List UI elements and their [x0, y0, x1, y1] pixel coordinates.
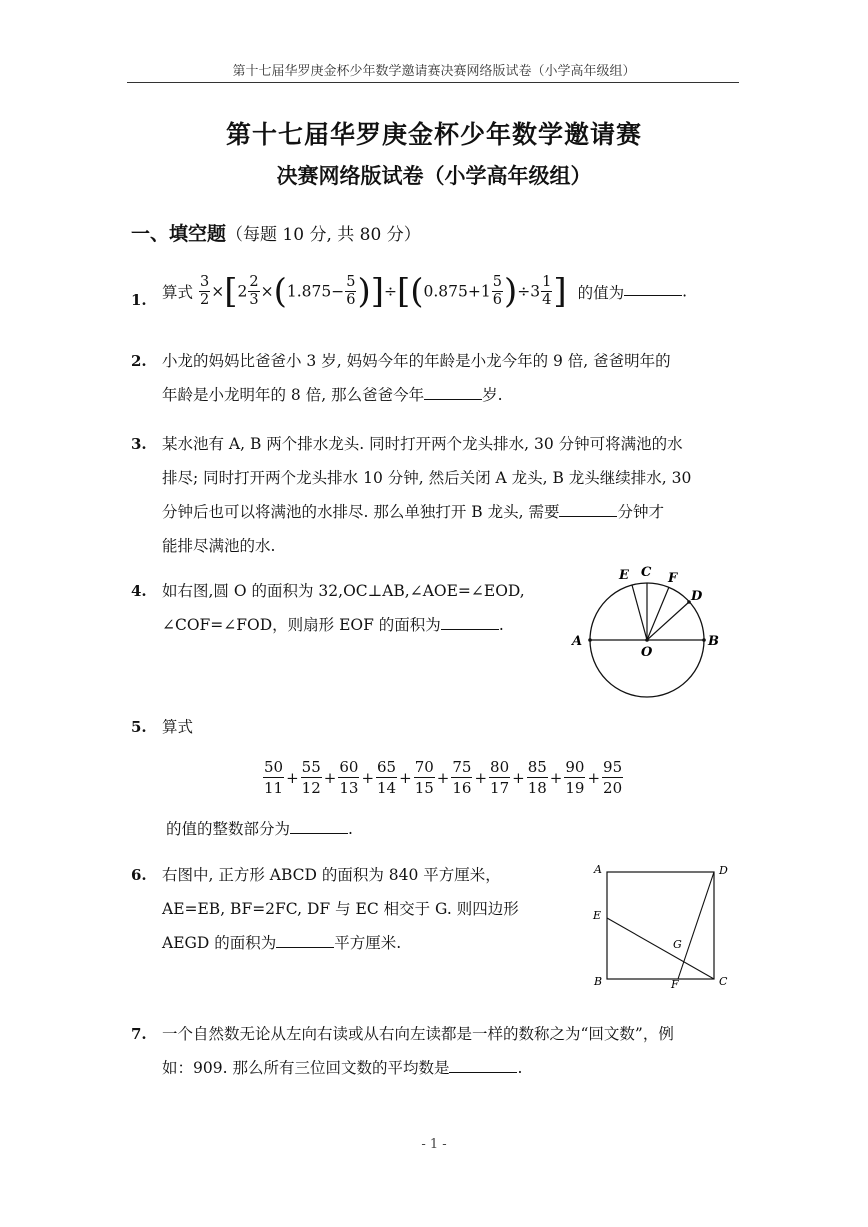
q3-text: 某水池有 A, B 两个排水龙头. 同时打开两个龙头排水, 30 分钟可将满池的水 排尽; 同时打开两个龙头排水 10 分钟, 然后关闭 A 龙头, B 龙头继续排水, 30 分钟后也可以将满池的水排尽. 那么单独打开 B 龙头, 需要 分钟才 能排尽满池的水. — [162, 435, 692, 555]
q1-frac-1-4: $\frac{1}{4}$ — [542, 274, 552, 308]
q5-fraction: $\frac{55}{12}$ — [301, 758, 321, 797]
q1-expression: 算式 $\frac{3}{2}$ ×[2 $\frac{2}{3}$ ×(1.875− $\frac{5}{6}$ )]÷[(0.875+1 $\frac{5}{6}$ )÷3 $\frac{1}{4}$ ] 的值为 . — [162, 271, 688, 312]
q4-answer-blank[interactable] — [441, 615, 499, 630]
segment-ec — [607, 918, 714, 979]
q6-text: 右图中, 正方形 ABCD 的面积为 840 平方厘米， AE=EB, BF=2FC, DF 与 EC 相交于 G. 则四边形 AEGD 的面积为 平方厘米. — [162, 866, 519, 952]
q5-fraction: $\frac{50}{11}$ — [264, 758, 284, 797]
q2-number: 2. — [131, 352, 147, 370]
q1-suffix: 的值为 — [577, 283, 625, 302]
label-f: F — [668, 571, 678, 586]
q1-answer-blank[interactable] — [624, 281, 682, 296]
label-e2: E — [593, 909, 602, 922]
label-c2: C — [719, 975, 728, 988]
circle-diagram — [565, 560, 735, 700]
q2-text: 小龙的妈妈比爸爸小 3 岁, 妈妈今年的年龄是小龙今年的 9 倍, 爸爸明年的 年龄是小龙明年的 8 倍, 那么爸爸今年 岁. — [162, 352, 671, 404]
q5-number: 5. — [131, 718, 147, 736]
q7-answer-blank[interactable] — [449, 1058, 517, 1073]
section-heading — [131, 219, 421, 246]
q5-fraction: $\frac{85}{18}$ — [527, 758, 547, 797]
radius-of — [647, 587, 669, 640]
q6-answer-blank[interactable] — [276, 933, 334, 948]
label-e: E — [619, 568, 629, 583]
q5-plus: + — [512, 768, 525, 787]
q5-fraction: $\frac{90}{19}$ — [565, 758, 585, 797]
q5-tail: 的值的整数部分为 . — [166, 820, 353, 838]
q1-frac-5-6: $\frac{5}{6}$ — [346, 274, 356, 308]
header-divider — [127, 82, 739, 83]
q3-number: 3. — [131, 435, 147, 453]
q1-frac-5-6b: $\frac{5}{6}$ — [492, 274, 502, 308]
q5-plus: + — [399, 768, 412, 787]
q3-answer-blank[interactable] — [559, 502, 617, 517]
label-d2: D — [719, 864, 728, 877]
q1-number: 1. — [131, 291, 147, 309]
label-g: G — [673, 938, 682, 951]
label-o: O — [641, 645, 653, 660]
label-f2: F — [671, 978, 679, 991]
q7-number: 7. — [131, 1025, 147, 1043]
q4-text: 如右图,圆 O 的面积为 32,OC⊥AB,∠AOE=∠EOD, ∠COF=∠FOD，则扇形 EOF 的面积为 . — [162, 582, 525, 634]
q5-plus: + — [361, 768, 375, 787]
q5-fraction: $\frac{75}{16}$ — [452, 758, 472, 797]
label-d: D — [691, 589, 703, 604]
page-number: - 1 - — [421, 1137, 447, 1152]
q5-plus: + — [474, 768, 488, 787]
radius-oe — [632, 585, 647, 640]
q5-fraction-sum — [262, 757, 624, 798]
label-a2: A — [594, 863, 602, 876]
q5-plus: + — [436, 768, 450, 787]
square-diagram — [585, 858, 745, 993]
q5-plus: + — [587, 768, 601, 787]
running-header: 第十七届华罗庚金杯少年数学邀请赛决赛网络版试卷（小学高年级组） — [232, 64, 636, 79]
segment-df — [678, 872, 714, 979]
square-abcd — [607, 872, 714, 979]
q5-fraction: $\frac{70}{15}$ — [414, 758, 434, 797]
label-c: C — [641, 565, 652, 580]
q2-answer-blank[interactable] — [424, 385, 482, 400]
label-b2: B — [594, 975, 603, 988]
q1-prefix: 算式 — [162, 283, 194, 302]
page-title: 第十七届华罗庚金杯少年数学邀请赛 — [225, 120, 642, 149]
q5-plus: + — [286, 768, 299, 787]
radius-od — [647, 602, 689, 640]
q6-number: 6. — [131, 866, 147, 884]
q5-answer-blank[interactable] — [290, 819, 348, 834]
q1-frac-3-2: $\frac{3}{2}$ — [199, 274, 210, 308]
section-name: 一、填空题 — [131, 223, 227, 245]
q5-prefix: 算式 — [162, 718, 194, 736]
label-a: A — [572, 634, 583, 649]
q5-fraction: $\frac{95}{20}$ — [603, 758, 623, 797]
q1-frac-2-3: $\frac{2}{3}$ — [249, 274, 259, 308]
q5-fraction: $\frac{60}{13}$ — [339, 758, 359, 797]
q7-text: 一个自然数无论从左向右读或从右向左读都是一样的数称之为“回文数”，例 如：909. 那么所有三位回文数的平均数是 . — [162, 1025, 674, 1077]
section-note: （每题 10 分, 共 80 分） — [226, 225, 421, 245]
q4-number: 4. — [131, 582, 147, 600]
q5-fraction: $\frac{65}{14}$ — [377, 758, 397, 797]
label-b: B — [708, 634, 719, 649]
q5-fraction: $\frac{80}{17}$ — [490, 758, 510, 797]
q5-plus: + — [323, 768, 337, 787]
page-subtitle: 决赛网络版试卷（小学高年级组） — [276, 163, 592, 188]
q5-plus: + — [549, 768, 563, 787]
